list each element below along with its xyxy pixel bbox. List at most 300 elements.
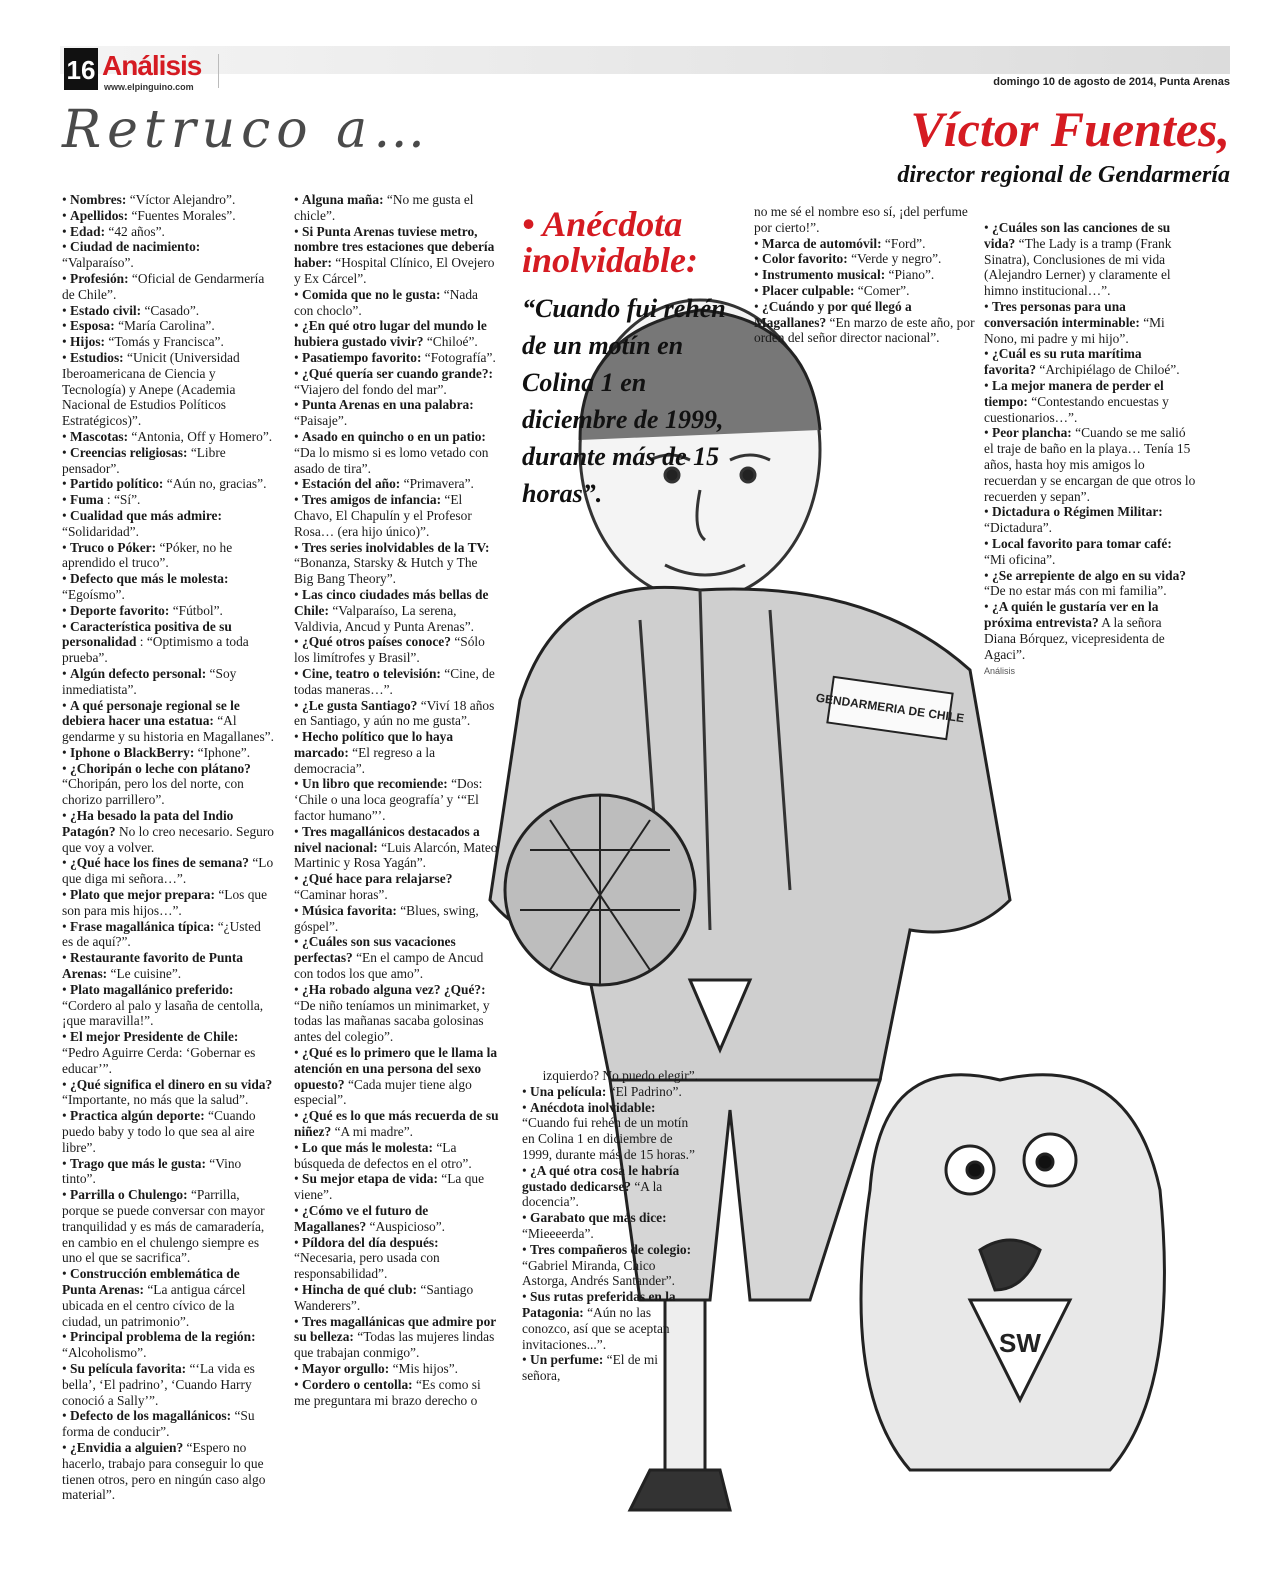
qa-answer: “Egoísmo”. — [62, 586, 125, 602]
bullet-icon: • — [62, 302, 71, 318]
qa-question: Restaurante favorito de Punta Arenas: — [62, 950, 243, 982]
qa-question: ¿Qué es lo primero que le llama la atención en una persona del sexo opuesto? — [294, 1045, 498, 1092]
qa-answer: “Valparaíso, La serena, Valdivia, Ancud y Punta Arenas”. — [294, 602, 474, 634]
qa-item — [294, 1140, 500, 1172]
qa-question: Edad: — [70, 223, 106, 239]
bullet-icon: • — [62, 571, 71, 587]
questions-column-3 — [754, 204, 976, 346]
bullet-icon: • — [62, 476, 71, 492]
qa-question: ¿Cuál es su ruta marítima favorita? — [984, 346, 1142, 378]
qa-answer: “Póker, no he aprendido el truco”. — [62, 539, 233, 571]
qa-item — [754, 251, 976, 267]
qa-question: Fuma — [70, 492, 104, 508]
qa-answer: “Libre pensador”. — [62, 444, 226, 476]
qa-question: Esposa: — [70, 318, 115, 334]
qa-answer: : “Optimismo a toda prueba”. — [62, 634, 249, 666]
qa-item — [62, 208, 274, 224]
qa-answer: “Cuando fui rehén de un motín en Colina 1 en diciembre de 1999, durante más de 15 horas.” — [522, 1115, 695, 1162]
bullet-icon: • — [754, 267, 763, 283]
bullet-icon: • — [522, 1083, 531, 1099]
qa-question: ¿Qué hace para relajarse? — [302, 871, 453, 887]
qa-answer: “El de mi señora, — [522, 1352, 658, 1384]
bullet-icon: • — [62, 1108, 71, 1124]
bullet-icon: • — [62, 602, 71, 618]
qa-question: Sus rutas preferidas en la Patagonia: — [522, 1289, 676, 1320]
qa-question: Tres personas para una conversación interminable: — [984, 298, 1140, 330]
qa-question: Apellidos: — [70, 207, 129, 223]
bullet-icon: • — [294, 665, 303, 681]
qa-answer: “Es como si me preguntara mi brazo derecho o — [294, 1376, 481, 1408]
site-url: www.elpinguino.com — [104, 82, 194, 92]
qa-item — [62, 855, 274, 887]
page-number: 16 — [64, 48, 98, 90]
qa-item — [522, 1352, 698, 1384]
qa-item — [62, 1266, 274, 1329]
bullet-icon: • — [62, 760, 71, 776]
qa-answer: “Mi oficina”. — [984, 551, 1056, 567]
qa-answer: “La búsqueda de defectos en el otro”. — [294, 1139, 472, 1171]
qa-question: Un perfume: — [530, 1352, 604, 1368]
qa-item — [294, 350, 500, 366]
qa-question: Una película: — [530, 1083, 607, 1099]
bullet-icon: • — [294, 318, 303, 334]
qa-item — [62, 761, 274, 808]
continued-text: no me sé el nombre eso sí, ¡del perfume por cierto!”. — [754, 204, 968, 235]
qa-question: Cordero o centolla: — [302, 1376, 413, 1392]
qa-answer: “Antonia, Off y Homero”. — [131, 428, 273, 444]
qa-item — [62, 239, 274, 271]
qa-answer: “Piano”. — [888, 267, 935, 283]
qa-question: ¿Qué hace los fines de semana? — [70, 855, 249, 871]
bullet-icon: • — [62, 1360, 71, 1376]
qa-item — [754, 236, 976, 252]
qa-question: Tres compañeros de colegio: — [530, 1241, 692, 1257]
qa-answer: “Oficial de Gendarmería de Chile”. — [62, 270, 265, 302]
bullet-icon: • — [522, 1289, 531, 1305]
qa-answer: “El Padrino”. — [609, 1083, 682, 1099]
bullet-icon: • — [522, 1352, 531, 1368]
qa-item — [62, 1108, 274, 1155]
qa-question: Plato magallánico preferido: — [70, 981, 234, 997]
section-title: Retruco a… — [62, 100, 432, 160]
qa-answer: “Dos: ‘Chile o una loca geografía’ y ‘“El factor humano”’. — [294, 776, 483, 824]
qa-item — [62, 1077, 274, 1109]
qa-answer: “Santiago Wanderers”. — [294, 1281, 474, 1313]
qa-answer: “Chiloé”. — [426, 334, 478, 350]
bullet-icon: • — [522, 1099, 531, 1115]
qa-answer: “Víctor Alejandro”. — [129, 192, 236, 207]
qa-item — [522, 1210, 698, 1242]
qa-answer: “Todas las mujeres lindas que trabajan conmigo”. — [294, 1329, 495, 1361]
qa-item — [294, 666, 500, 698]
qa-question: Local favorito para tomar café: — [992, 535, 1172, 551]
qa-item — [294, 1108, 500, 1140]
bullet-icon: • — [294, 697, 303, 713]
qa-question: Marca de automóvil: — [762, 235, 882, 251]
qa-item — [62, 492, 274, 508]
bullet-icon: • — [294, 1139, 303, 1155]
qa-item — [62, 508, 274, 540]
questions-column-2 — [294, 192, 500, 1408]
qa-item — [294, 1045, 500, 1108]
bullet-icon: • — [984, 567, 993, 583]
bullet-icon: • — [294, 1171, 303, 1187]
bullet-icon: • — [294, 476, 303, 492]
qa-question: Deporte favorito: — [70, 602, 170, 618]
qa-answer: “Le cuisine”. — [110, 966, 182, 982]
qa-item — [294, 1203, 500, 1235]
bullet-icon: • — [62, 1155, 71, 1171]
bullet-icon: • — [62, 1187, 71, 1203]
bulldog — [861, 1075, 1164, 1470]
bullet-icon: • — [984, 425, 993, 441]
qa-item — [62, 350, 274, 429]
qa-answer: “Paisaje”. — [294, 413, 348, 429]
qa-item — [984, 220, 1196, 299]
qa-item — [294, 587, 500, 634]
qa-item — [984, 346, 1196, 378]
bullet-icon: • — [294, 397, 303, 413]
bullet-icon: • — [62, 1266, 71, 1282]
qa-question: Peor plancha: — [992, 425, 1072, 441]
bullet-icon: • — [984, 599, 993, 615]
bullet-icon: • — [62, 981, 71, 997]
qa-answer: “Los que son para mis hijos…”. — [62, 887, 268, 918]
questions-column-5 — [522, 1068, 698, 1384]
qa-item — [294, 287, 500, 319]
qa-item — [984, 378, 1196, 425]
bullet-icon: • — [62, 539, 71, 555]
qa-question: ¿Qué otros países conoce? — [302, 634, 451, 650]
qa-question: Dictadura o Régimen Militar: — [992, 504, 1163, 520]
qa-item — [62, 1361, 274, 1408]
qa-answer: “Cada mujer tiene algo especial”. — [294, 1076, 472, 1108]
qa-item — [984, 568, 1196, 600]
bullet-icon: • — [294, 1376, 303, 1392]
qa-item — [294, 634, 500, 666]
qa-answer: “Sólo los limítrofes y Brasil”. — [294, 634, 485, 666]
qa-item — [62, 619, 274, 666]
qa-answer: “Unicit (Universidad Iberoamericana de Ciencia y Tecnología) y Anepe (Academia Nacional de Estudios Políticos Estratégicos)”. — [62, 349, 240, 429]
qa-answer: “Mieeeerda”. — [522, 1225, 594, 1241]
qa-answer: “Caminar horas”. — [294, 887, 388, 903]
bulldog-emblem-label: SW — [999, 1328, 1041, 1358]
qa-question: Instrumento musical: — [762, 267, 886, 283]
qa-answer: No lo creo necesario. Seguro que voy a volver. — [62, 823, 274, 855]
questions-column-4 — [984, 220, 1196, 680]
qa-question: Trago que más le gusta: — [70, 1155, 206, 1171]
bullet-icon: • — [294, 539, 303, 555]
qa-question: Un libro que recomiende: — [302, 776, 448, 792]
qa-question: ¿En qué otro lugar del mundo le hubiera gustado vivir? — [294, 318, 487, 350]
bullet-icon: • — [62, 492, 71, 508]
qa-answer: “De niño teníamos un minimarket, y todas las mañanas sacaba golosinas antes del colegio”. — [294, 997, 490, 1045]
qa-answer: “Cine, de todas maneras…”. — [294, 665, 495, 697]
bullet-icon: • — [294, 934, 303, 950]
qa-item — [522, 1084, 698, 1100]
bullet-icon: • — [984, 504, 993, 520]
qa-question: Tres magallánicas que admire por su belleza: — [294, 1313, 496, 1345]
bullet-icon: • — [62, 428, 71, 444]
qa-item — [62, 1329, 274, 1361]
qa-item — [294, 429, 500, 476]
interviewee-role: director regional de Gendarmería — [897, 162, 1230, 188]
bullet-icon: • — [62, 349, 71, 365]
qa-item — [984, 425, 1196, 504]
qa-question: Característica positiva de su personalidad — [62, 618, 232, 650]
qa-answer: “Pedro Aguirre Cerda: ‘Gobernar es educar’”. — [62, 1045, 256, 1076]
qa-question: ¿Qué quería ser cuando grande?: — [302, 365, 493, 381]
qa-answer: “Da lo mismo si es lomo vetado con asado de tira”. — [294, 444, 489, 476]
interviewee-name: Víctor Fuentes, — [910, 101, 1230, 157]
bullet-icon: • — [62, 334, 71, 350]
qa-answer: “Auspicioso”. — [369, 1218, 446, 1234]
qa-item — [294, 224, 500, 287]
qa-question: Mascotas: — [70, 428, 129, 444]
qa-answer: “Al gendarme y su historia en Magallanes”. — [62, 713, 274, 745]
qa-question: Hijos: — [70, 334, 106, 350]
bullet-icon: • — [984, 346, 993, 362]
bullet-icon: • — [294, 223, 303, 239]
qa-item — [62, 666, 274, 698]
qa-question: Placer culpable: — [762, 282, 855, 298]
qa-item — [62, 540, 274, 572]
qa-question: Las cinco ciudades más bellas de Chile: — [294, 586, 489, 618]
bullet-icon: • — [62, 192, 71, 207]
qa-question: Estado civil: — [70, 302, 142, 318]
qa-answer: “Fuentes Morales”. — [131, 207, 236, 223]
bullet-icon: • — [62, 1329, 71, 1345]
qa-answer: “Contestando encuestas y cuestionarios…”. — [984, 393, 1169, 425]
qa-answer: “La que viene”. — [294, 1171, 485, 1203]
end-mark: Análisis — [984, 666, 1016, 677]
bullet-icon: • — [522, 1210, 531, 1226]
qa-question: Color favorito: — [762, 251, 848, 267]
qa-item — [294, 824, 500, 871]
qa-question: ¿Ha robado alguna vez? ¿Qué?: — [302, 981, 486, 997]
qa-answer: “Importante, no más que la salud”. — [62, 1092, 249, 1108]
qa-answer: “Mi Nono, mi padre y mi hijo”. — [984, 314, 1165, 346]
qa-item — [62, 603, 274, 619]
qa-question: ¿A qué otra cosa le habría gustado dedicarse? — [522, 1162, 680, 1194]
qa-question: Defecto que más le molesta: — [70, 571, 229, 587]
qa-answer: “Solidaridad”. — [62, 523, 139, 539]
continued-text: izquierdo? No puedo elegir”. — [542, 1068, 698, 1083]
qa-question: A qué personaje regional se le debiera hacer una estatua: — [62, 697, 240, 729]
qa-item — [62, 919, 274, 951]
bullet-icon: • — [294, 349, 303, 365]
qa-question: Cualidad que más admire: — [70, 507, 222, 523]
bullet-icon: • — [62, 618, 71, 634]
bullet-icon: • — [984, 377, 993, 393]
qa-question: Estación del año: — [302, 476, 401, 492]
qa-item — [294, 776, 500, 823]
qa-item — [294, 1314, 500, 1361]
qa-item — [62, 1156, 274, 1188]
bullet-icon: • — [294, 871, 303, 887]
qa-question: ¿Cuáles son las canciones de su vida? — [984, 220, 1171, 251]
qa-question: ¿Qué significa el dinero en su vida? — [70, 1076, 273, 1092]
qa-answer: “Gabriel Miranda, Chico Astorga, Andrés Santander”. — [522, 1257, 675, 1289]
bullet-icon: • — [294, 1203, 303, 1218]
anecdote-callout — [522, 206, 742, 512]
qa-item — [62, 1408, 274, 1440]
qa-question: Tres amigos de infancia: — [302, 492, 442, 508]
qa-answer: “Aún no, gracias”. — [166, 476, 267, 492]
bullet-icon: • — [62, 207, 71, 223]
bullet-icon: • — [294, 1313, 303, 1329]
qa-item — [62, 950, 274, 982]
qa-answer: “En el campo de Ancud con todos los que amo”. — [294, 950, 484, 982]
qa-question: Hincha de qué club: — [302, 1281, 418, 1297]
qa-answer: “Hospital Clínico, El Ovejero y Ex Cárcel”. — [294, 255, 495, 286]
qa-question: Tres series inolvidables de la TV: — [302, 539, 490, 555]
qa-answer: “Cordero al palo y lasaña de centolla, ¡que maravilla!”. — [62, 997, 264, 1029]
qa-item — [62, 318, 274, 334]
bullet-icon: • — [62, 855, 71, 871]
qa-item — [294, 540, 500, 587]
qa-answer: “Aún no las conozco, así que se aceptan invitaciones...”. — [522, 1304, 670, 1352]
questions-column-1 — [62, 192, 274, 1503]
qa-answer: “42 años”. — [108, 223, 165, 239]
qa-question: Música favorita: — [302, 902, 397, 918]
qa-item — [62, 271, 274, 303]
qa-question: Iphone o BlackBerry: — [70, 744, 195, 760]
qa-question: Punta Arenas en una palabra: — [302, 397, 474, 413]
qa-question: Pasatiempo favorito: — [302, 349, 422, 365]
bullet-icon: • — [294, 729, 303, 745]
qa-question: ¿Choripán o leche con plátano? — [70, 760, 251, 776]
qa-item — [754, 267, 976, 283]
qa-question: Algún defecto personal: — [70, 665, 207, 681]
qa-item — [62, 698, 274, 745]
bullet-icon: • — [984, 298, 993, 314]
qa-item — [754, 299, 976, 346]
qa-answer: “En marzo de este año, por orden del señor director nacional”. — [754, 314, 975, 346]
qa-answer: “María Carolina”. — [118, 318, 215, 334]
qa-answer: “Ford”. — [884, 235, 926, 251]
qa-item — [62, 887, 274, 919]
qa-question: Su película favorita: — [70, 1360, 187, 1376]
qa-item — [294, 729, 500, 776]
qa-item — [294, 1361, 500, 1377]
qa-question: Su mejor etapa de vida: — [302, 1171, 438, 1187]
qa-answer: “A la docencia”. — [522, 1178, 663, 1210]
qa-item — [294, 903, 500, 935]
qa-answer: “Comer”. — [857, 282, 910, 298]
qa-item — [294, 476, 500, 492]
qa-question: Profesión: — [70, 270, 129, 286]
qa-answer: “‘La vida es bella’, ‘El padrino’, ‘Cuando Harry conoció a Sally’”. — [62, 1360, 255, 1408]
qa-item — [62, 982, 274, 1029]
qa-question: Si Punta Arenas tuviese metro, nombre tres estaciones que debería haber: — [294, 223, 495, 271]
qa-item — [294, 982, 500, 1045]
qa-question: Comida que no le gusta: — [302, 286, 441, 302]
qa-item — [62, 745, 274, 761]
qa-answer: “Verde y negro”. — [851, 251, 942, 267]
qa-item — [294, 1377, 500, 1409]
qa-item — [294, 318, 500, 350]
anecdote-heading: • Anécdota inolvidable: — [522, 204, 698, 280]
qa-answer: “Fotografía”. — [424, 349, 496, 365]
bullet-icon: • — [62, 665, 71, 681]
bullet-icon: • — [294, 286, 303, 302]
qa-item — [62, 1440, 274, 1503]
bullet-icon: • — [294, 981, 303, 997]
qa-question: ¿Se arrepiente de algo en su vida? — [992, 567, 1186, 583]
bullet-icon: • — [62, 918, 71, 934]
qa-question: Mayor orgullo: — [302, 1360, 390, 1376]
qa-answer: “Parrilla, porque se puede conversar con mayor tranquilidad y es más de camaradería, en cambio en el chulengo siempre es uno el que se sacrifica”. — [62, 1187, 265, 1266]
page-header — [60, 42, 1230, 96]
qa-item — [294, 871, 500, 903]
bullet-icon: • — [294, 902, 303, 918]
qa-answer: : “Sí”. — [106, 492, 141, 508]
qa-question: Píldora del día después: — [302, 1234, 439, 1250]
qa-item — [62, 1029, 274, 1076]
qa-item — [62, 334, 274, 350]
bullet-icon: • — [754, 235, 763, 251]
qa-answer: “El regreso a la democracia”. — [294, 744, 436, 776]
qa-question: ¿A quién le gustaría ver en la próxima entrevista? — [984, 599, 1159, 630]
qa-answer: “Necesaria, pero usada con responsabilidad”. — [294, 1250, 440, 1282]
qa-answer: “¿Usted es de aquí?”. — [62, 918, 261, 950]
qa-answer: “Soy inmediatista”. — [62, 665, 237, 697]
bullet-icon: • — [62, 808, 71, 824]
qa-question: Garabato que más dice: — [530, 1210, 667, 1226]
qa-question: ¿Cuándo y por qué llegó a Magallanes? — [754, 298, 912, 330]
qa-item — [522, 1100, 698, 1163]
qa-answer: “Cuando puedo baby y todo lo que sea al aire libre”. — [62, 1108, 256, 1155]
qa-answer: “Cuando se me salió el traje de baño en la playa… Tenía 15 años, hasta hoy mis amigos lo recuerdan y se encargan de que otros lo recuerden y sepan”. — [984, 425, 1196, 504]
bullet-icon: • — [62, 507, 71, 523]
bullet-icon: • — [294, 365, 303, 381]
qa-item — [294, 492, 500, 539]
qa-item — [522, 1163, 698, 1210]
qa-question: Alguna maña: — [302, 192, 384, 207]
qa-question: El mejor Presidente de Chile: — [70, 1029, 239, 1045]
bullet-icon: • — [62, 1029, 71, 1045]
qa-answer: “Casado”. — [144, 302, 200, 318]
qa-answer: “El Chavo, El Chapulín y el Profesor Rosa… (era hijo único)”. — [294, 492, 472, 539]
qa-answer: “Valparaíso”. — [62, 255, 134, 271]
qa-question: ¿Envidia a alguien? — [70, 1439, 184, 1455]
qa-answer: “Fútbol”. — [172, 602, 223, 618]
issue-date: domingo 10 de agosto de 2014, Punta Arenas — [993, 76, 1230, 88]
qa-question: La mejor manera de perder el tiempo: — [984, 377, 1164, 409]
qa-answer: “Viví 18 años en Santiago, y aún no me gusta”. — [294, 697, 495, 729]
qa-item — [294, 1235, 500, 1282]
qa-answer: “La antigua cárcel ubicada en el centro cívico de la ciudad, un patrimonio”. — [62, 1281, 246, 1329]
qa-answer: “Dictadura”. — [984, 520, 1053, 536]
qa-question: Frase magallánica típica: — [70, 918, 215, 934]
bullet-icon: • — [754, 251, 763, 267]
qa-question: Tres magallánicos destacados a nivel nacional: — [294, 823, 480, 855]
bullet-icon: • — [754, 282, 763, 298]
qa-question: ¿Qué es lo que más recuerda de su niñez? — [294, 1108, 499, 1140]
qa-answer: “Tomás y Francisca”. — [108, 334, 224, 350]
bullet-icon: • — [294, 1108, 303, 1124]
qa-answer: “Iphone”. — [197, 744, 251, 760]
bullet-icon: • — [294, 428, 303, 444]
qa-answer: “A mi madre”. — [334, 1124, 414, 1140]
qa-item — [294, 934, 500, 981]
qa-item — [62, 224, 274, 240]
qa-question: Anécdota inolvidable: — [530, 1099, 656, 1115]
qa-question: Plato que mejor prepara: — [70, 887, 215, 903]
bullet-icon: • — [522, 1241, 531, 1257]
bullet-icon: • — [62, 318, 71, 334]
